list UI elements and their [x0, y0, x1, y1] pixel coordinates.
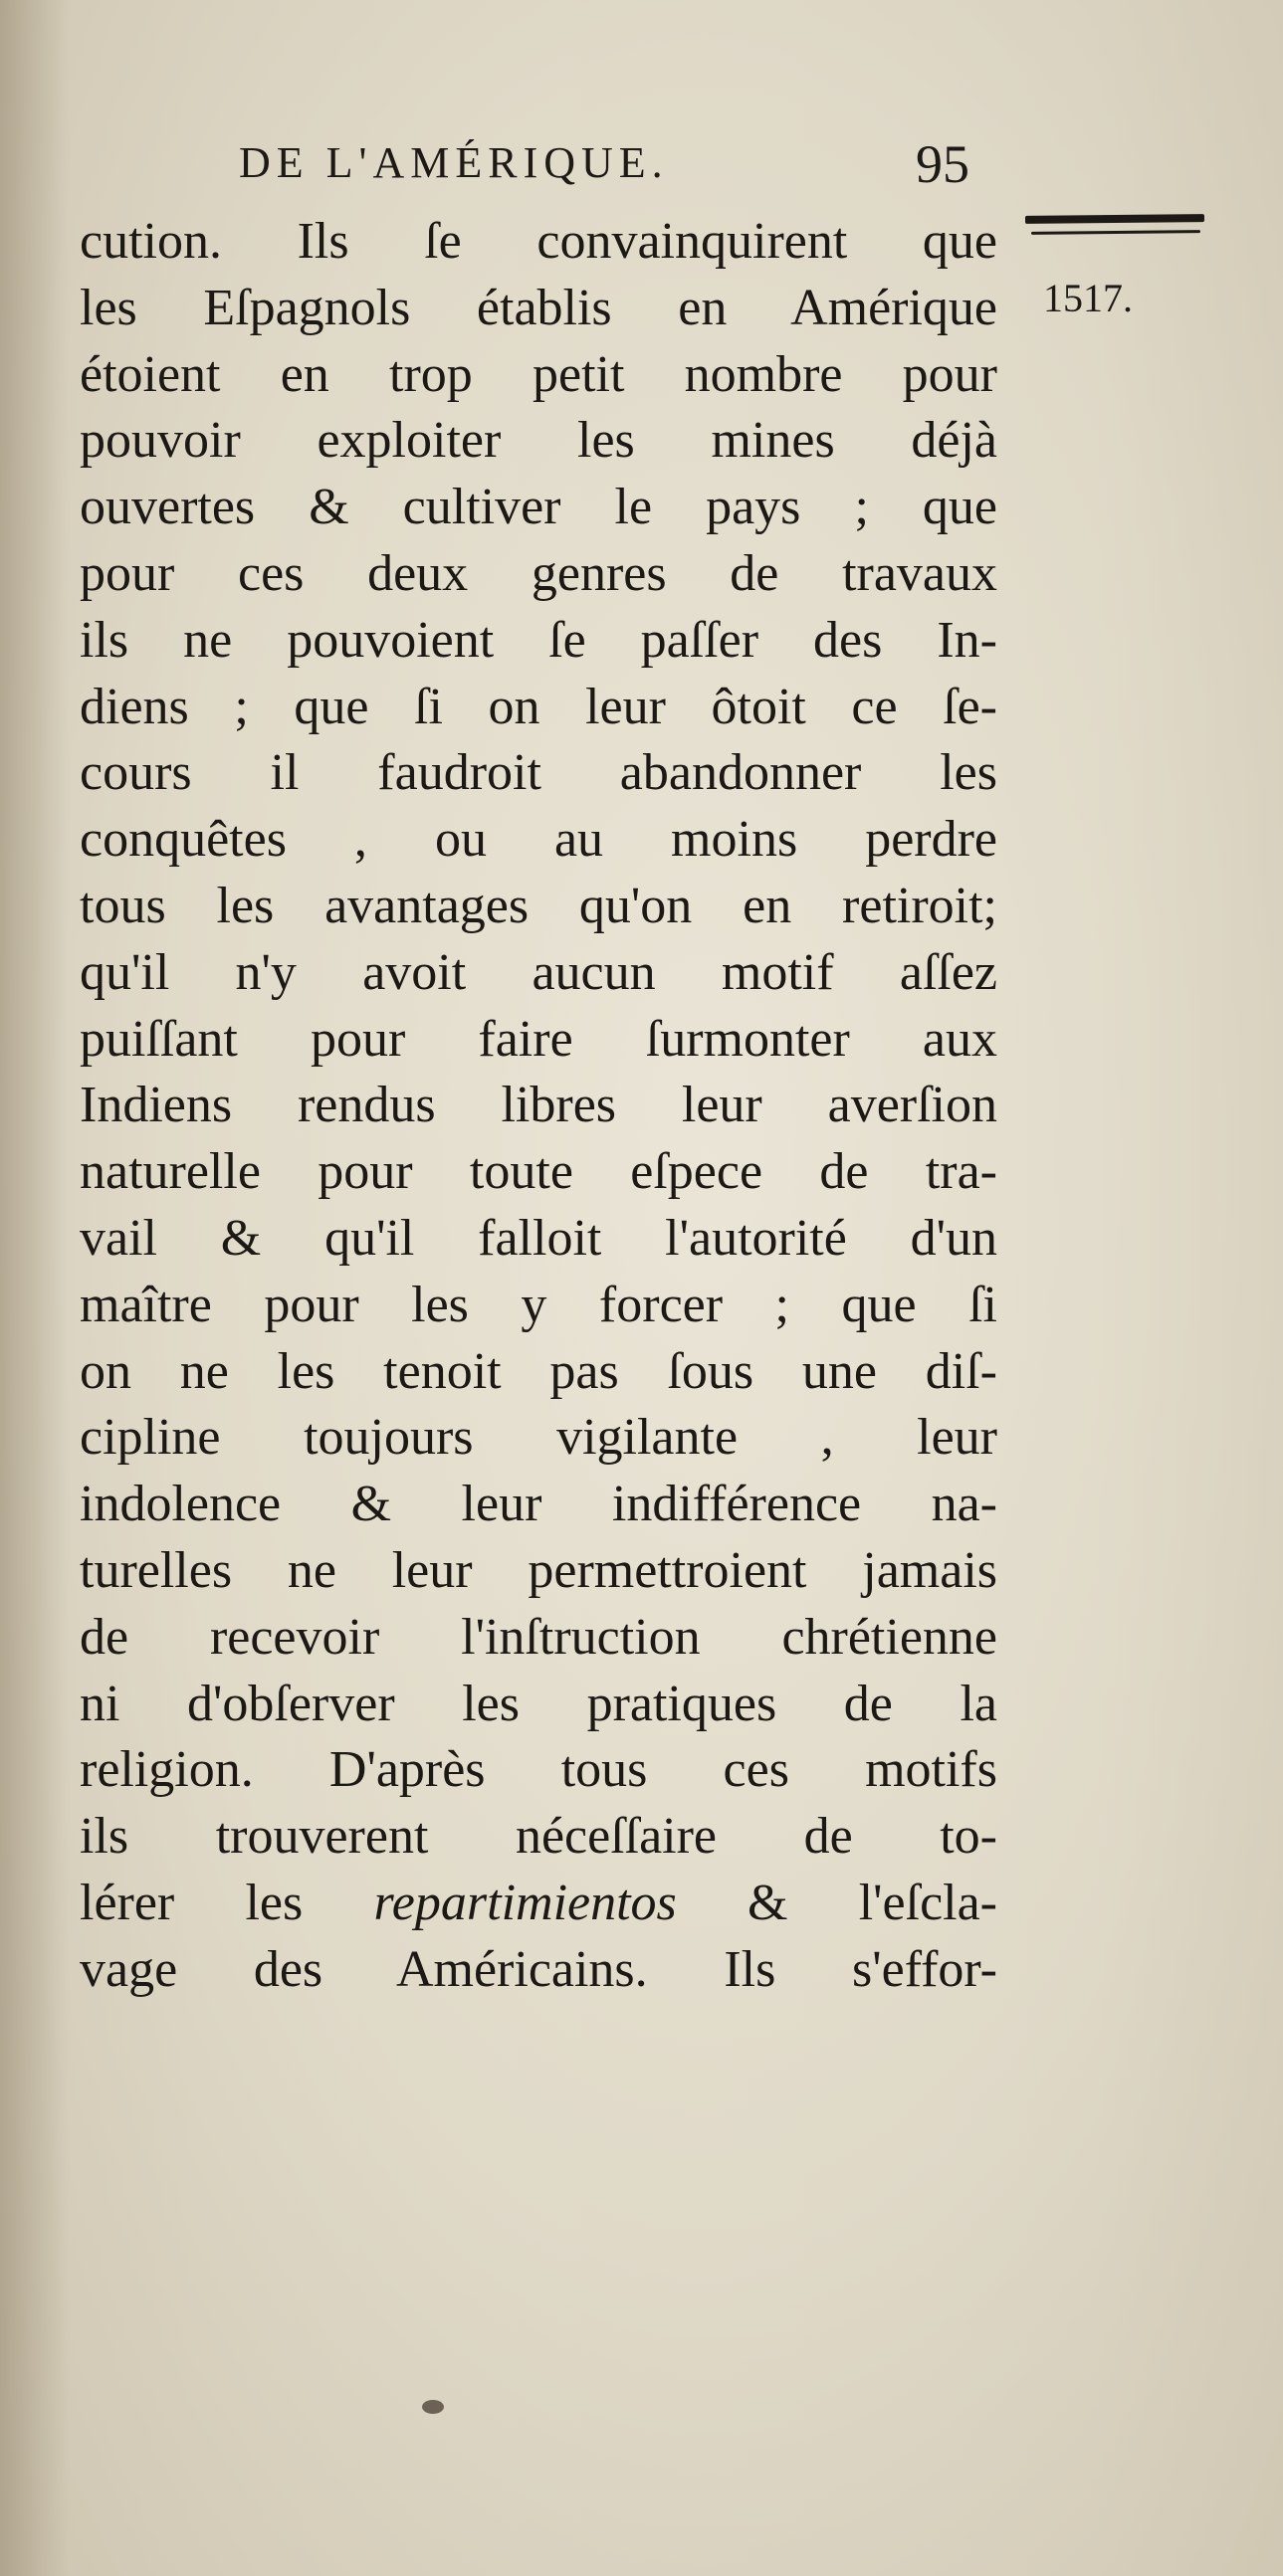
- text-line: naturelle pour toute eſpece de tra-: [80, 1143, 997, 1201]
- margin-rule: [1025, 214, 1204, 224]
- spine-shadow: [0, 0, 70, 2576]
- running-head: [239, 134, 995, 197]
- text-line: ils trouverent néceſſaire de to-: [80, 1808, 997, 1866]
- text-line: vage des Américains. Ils s'effor-: [80, 1940, 997, 1998]
- text-line: on ne les tenoit pas ſous une diſ-: [80, 1342, 997, 1400]
- text-line: ouvertes & cultiver le pays ; que: [80, 479, 997, 536]
- text-line-italic: lérer les repartimientos & l'eſcla-: [80, 1874, 997, 1931]
- text-line: indolence & leur indifférence na-: [80, 1476, 997, 1533]
- text-line: ni d'obſerver les pratiques de la: [80, 1675, 997, 1732]
- body-text: [80, 209, 997, 2004]
- text-line: tous les avantages qu'on en retiroit;: [80, 877, 997, 934]
- text-line: turelles ne leur permettroient jamais: [80, 1541, 997, 1599]
- text-line: cution. Ils ſe convainquirent que: [80, 213, 997, 270]
- text-line: vail & qu'il falloit l'autorité d'un: [80, 1209, 997, 1267]
- text-line: religion. D'après tous ces motifs: [80, 1741, 997, 1799]
- text-line: puiſſant pour faire ſurmonter aux: [80, 1010, 997, 1068]
- text-line: ils ne pouvoient ſe paſſer des In-: [80, 611, 997, 669]
- text-line: pouvoir exploiter les mines déjà: [80, 412, 997, 470]
- text-line: qu'il n'y avoit aucun motif aſſez: [80, 943, 997, 1001]
- text-line: diens ; que ſi on leur ôtoit ce ſe-: [80, 678, 997, 735]
- text-line: de recevoir l'inſtruction chrétienne: [80, 1608, 997, 1666]
- text-line: maître pour les y forcer ; que ſi: [80, 1276, 997, 1333]
- page-number: 95: [916, 134, 969, 194]
- margin-rule-thin: [1031, 230, 1200, 235]
- text-line: pour ces deux genres de travaux: [80, 544, 997, 602]
- paper-speck: [422, 2400, 444, 2414]
- text-line: étoient en trop petit nombre pour: [80, 345, 997, 403]
- text-line: cipline toujours vigilante , leur: [80, 1409, 997, 1467]
- text-line: cours il faudroit abandonner les: [80, 744, 997, 802]
- text-line: les Eſpagnols établis en Amérique: [80, 279, 997, 336]
- italic-phrase: repartimientos: [373, 1874, 677, 1931]
- running-title: DE L'AMÉRIQUE.: [239, 138, 669, 187]
- text-line: Indiens rendus libres leur averſion: [80, 1077, 997, 1134]
- margin-year-note: 1517.: [1043, 276, 1133, 320]
- text-line: conquêtes , ou au moins perdre: [80, 811, 997, 869]
